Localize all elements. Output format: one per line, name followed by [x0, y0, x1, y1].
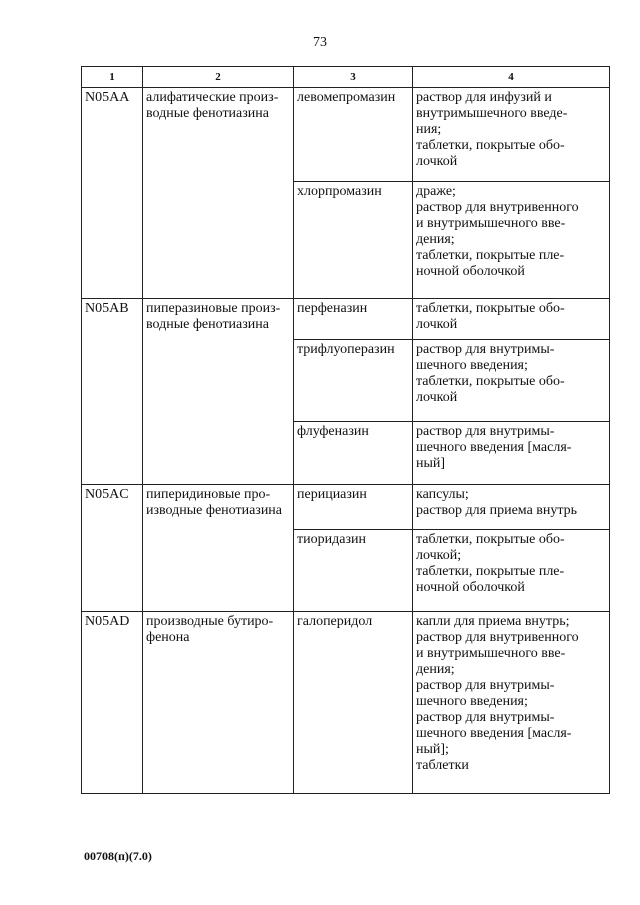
table-header-row	[82, 67, 610, 88]
table-row	[82, 485, 610, 530]
drug-name-cell: хлорпромазин	[294, 182, 413, 299]
dosage-form-cell: раствор для инфузий и внутримышечного введе- ния; таблетки, покрытые обо- лочкой	[413, 88, 610, 182]
drug-table	[81, 66, 610, 794]
atc-code-cell: N05AB	[82, 299, 143, 485]
group-name-cell: алифатические произ- водные фенотиазина	[143, 88, 294, 299]
drug-name-cell: трифлуоперазин	[294, 340, 413, 422]
table-row	[82, 88, 610, 182]
dosage-form-cell: капли для приема внутрь; раствор для внутривенного и внутримышечного вве- дения; раствор для внутримы- шечного введения; раствор для внутримы- шечного введения [масля- ный]; таблетки	[413, 612, 610, 794]
atc-code-cell: N05AA	[82, 88, 143, 299]
drug-name-cell: галоперидол	[294, 612, 413, 794]
atc-code-cell: N05AD	[82, 612, 143, 794]
dosage-form-cell: раствор для внутримы- шечного введения; таблетки, покрытые обо- лочкой	[413, 340, 610, 422]
page-number: 73	[313, 35, 327, 50]
column-header-1: 1	[82, 67, 143, 88]
document-code: 00708(п)(7.0)	[84, 849, 152, 863]
column-header-3: 3	[294, 67, 413, 88]
atc-code-cell: N05AC	[82, 485, 143, 612]
group-name-cell: пиперидиновые про- изводные фенотиазина	[143, 485, 294, 612]
column-header-4: 4	[413, 67, 610, 88]
group-name-cell: производные бутиро- фенона	[143, 612, 294, 794]
dosage-form-cell: раствор для внутримы- шечного введения [масля- ный]	[413, 422, 610, 485]
drug-name-cell: флуфеназин	[294, 422, 413, 485]
dosage-form-cell: таблетки, покрытые обо- лочкой	[413, 299, 610, 340]
group-name-cell: пиперазиновые произ- водные фенотиазина	[143, 299, 294, 485]
dosage-form-cell: драже; раствор для внутривенного и внутримышечного вве- дения; таблетки, покрытые пле- ночной оболочкой	[413, 182, 610, 299]
dosage-form-cell: капсулы; раствор для приема внутрь	[413, 485, 610, 530]
column-header-2: 2	[143, 67, 294, 88]
table-row	[82, 612, 610, 794]
dosage-form-cell: таблетки, покрытые обо- лочкой; таблетки, покрытые пле- ночной оболочкой	[413, 530, 610, 612]
drug-name-cell: перициазин	[294, 485, 413, 530]
drug-name-cell: тиоридазин	[294, 530, 413, 612]
drug-name-cell: левомепромазин	[294, 88, 413, 182]
drug-name-cell: перфеназин	[294, 299, 413, 340]
table-row	[82, 299, 610, 340]
